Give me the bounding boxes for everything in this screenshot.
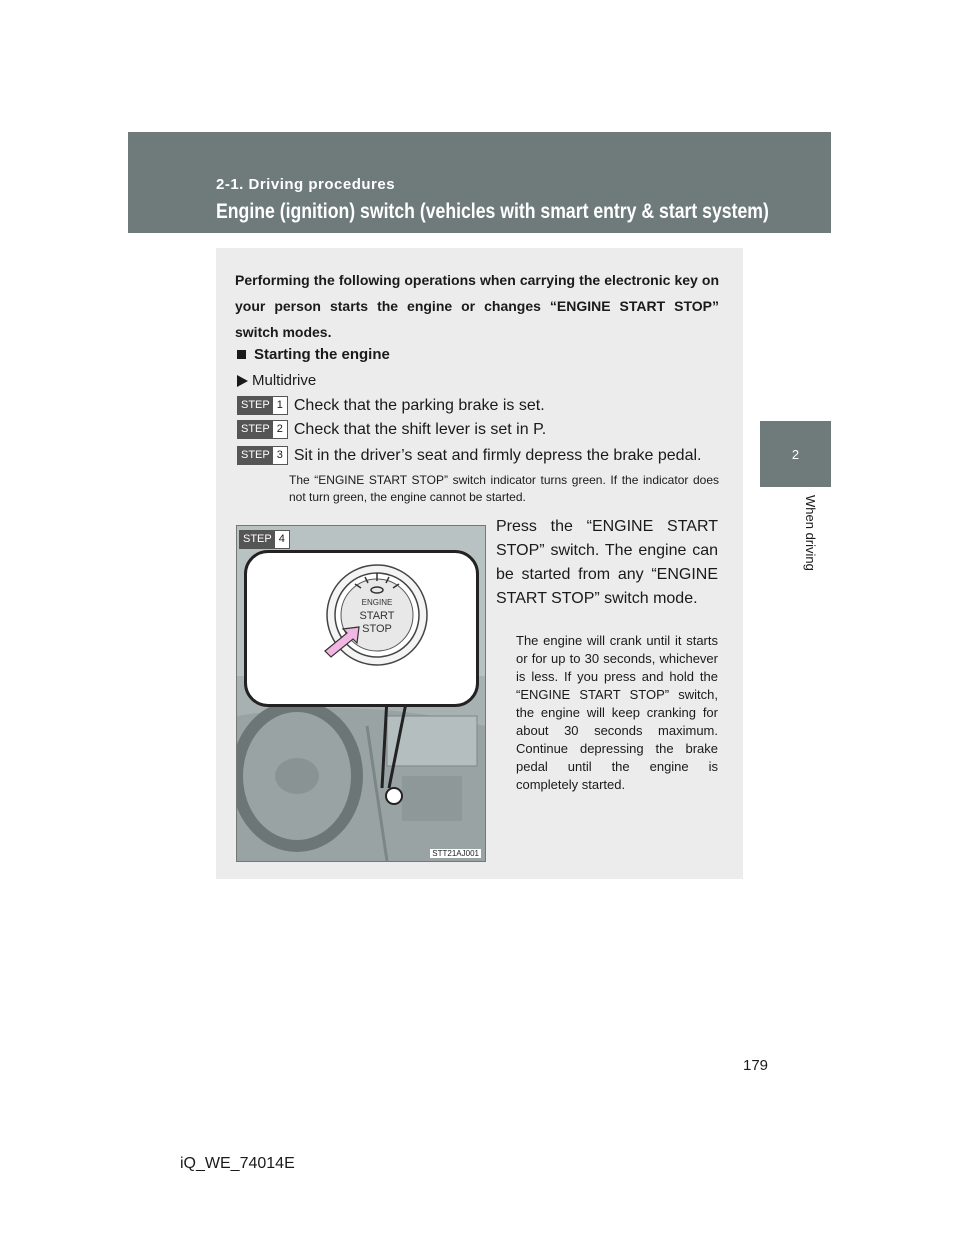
step-text: Sit in the driver’s seat and firmly depress the brake pedal. — [293, 446, 702, 464]
button-label-stop: STOP — [362, 623, 392, 635]
step-badge: STEP 2 — [237, 420, 288, 439]
step4-badge: STEP 4 — [239, 529, 296, 549]
subheading-text: Multidrive — [252, 372, 317, 389]
intro-text: Performing the following operations when carrying the electronic key on your person starts the engine or changes “ENGINE START STOP” switch modes. — [235, 272, 719, 340]
button-label-start: START — [359, 610, 395, 622]
bullet-square-icon — [237, 350, 246, 359]
chapter-tab[interactable] — [760, 421, 831, 487]
heading-text: Starting the engine — [254, 346, 390, 363]
step-1 — [237, 396, 545, 415]
step-3 — [237, 446, 701, 465]
chapter-label: When driving — [803, 495, 818, 571]
step-badge: STEP 3 — [237, 446, 288, 465]
step-badge: STEP 1 — [237, 396, 288, 415]
illustration — [236, 525, 486, 862]
step4-note: The engine will crank until it starts or for up to 30 seconds, whichever is less. If you press and hold the “ENGINE START STOP” switch, the engine will keep cranking for about 30 seconds maximum. Continue depressing the brake pedal until the engine is completely started. — [516, 633, 718, 792]
step-2 — [237, 420, 546, 439]
page-header — [128, 132, 831, 233]
figure-code: STT21AJ001 — [432, 849, 479, 858]
step-text: Check that the parking brake is set. — [293, 396, 545, 414]
section-heading — [237, 346, 390, 363]
step4-text: Press the “ENGINE START STOP” switch. The engine can be started from any “ENGINE START STOP” switch mode. — [496, 518, 718, 607]
triangle-bullet-icon — [237, 375, 248, 387]
content-panel — [216, 248, 743, 879]
chapter-number: 2 — [791, 446, 800, 462]
step-text: Check that the shift lever is set in P. — [293, 420, 547, 438]
subheading — [237, 372, 316, 389]
page-title: Engine (ignition) switch (vehicles with smart entry & start system) — [216, 200, 769, 223]
step3-note: The “ENGINE START STOP” switch indicator turns green. If the indicator does not turn green, the engine cannot be started. — [289, 473, 719, 504]
callout-bubble — [244, 550, 479, 707]
start-button-illustration — [247, 553, 476, 704]
button-label-engine: ENGINE — [361, 598, 393, 607]
section-label: 2-1. Driving procedures — [216, 176, 396, 193]
document-id: iQ_WE_74014E — [180, 1155, 295, 1172]
page-number: 179 — [743, 1057, 769, 1074]
